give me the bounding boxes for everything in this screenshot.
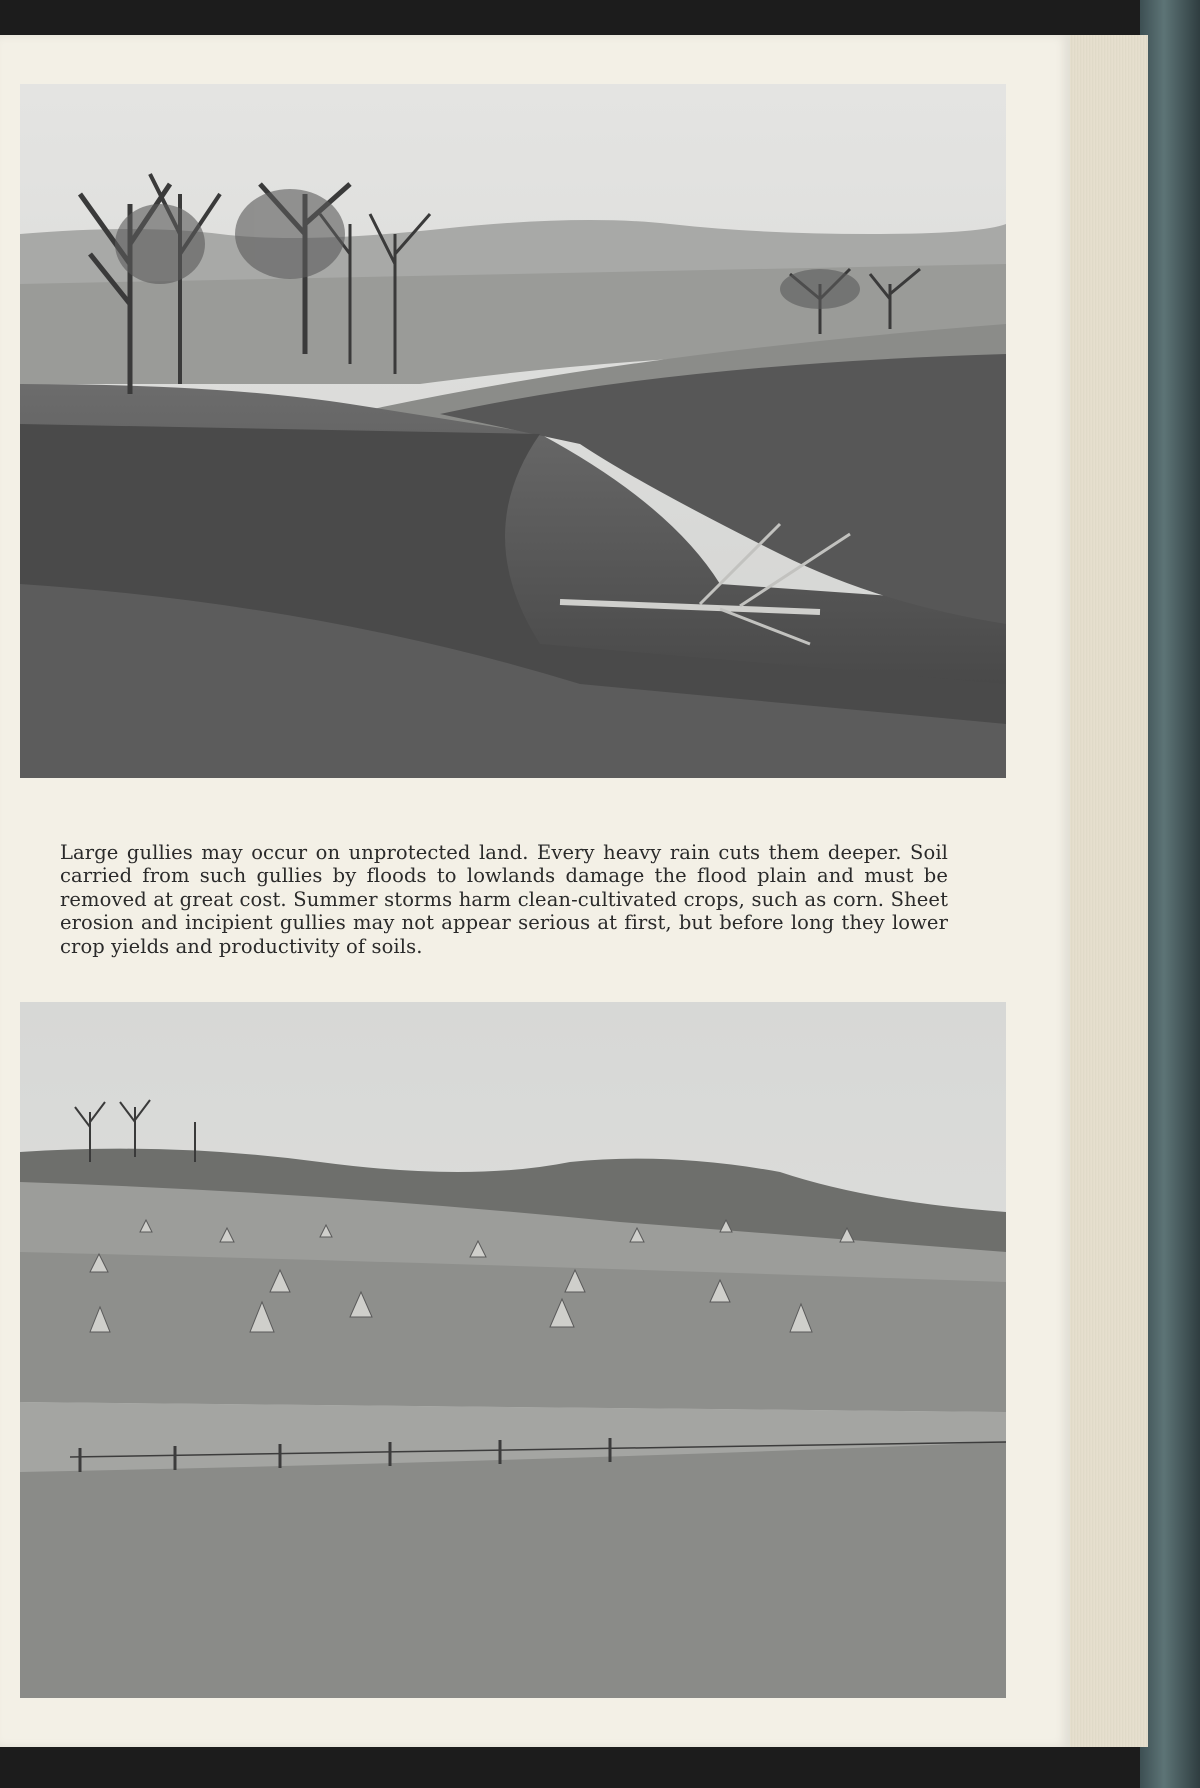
gully-photograph xyxy=(20,84,1006,778)
book-cover xyxy=(1140,0,1200,1788)
photo-caption: Large gullies may occur on unprotected land. Every heavy rain cuts them deeper. Soil carried from such gullies by floods to lowlands damage the flood plain and must be removed at great cost. Summer storms harm clean-cultivated crops, such as corn. Sheet erosion and incipient gullies may not appear serious at first, but before long they lower crop yields and productivity of soils. xyxy=(60,840,948,958)
field-photograph xyxy=(20,1002,1006,1698)
page-edges xyxy=(1068,35,1148,1747)
